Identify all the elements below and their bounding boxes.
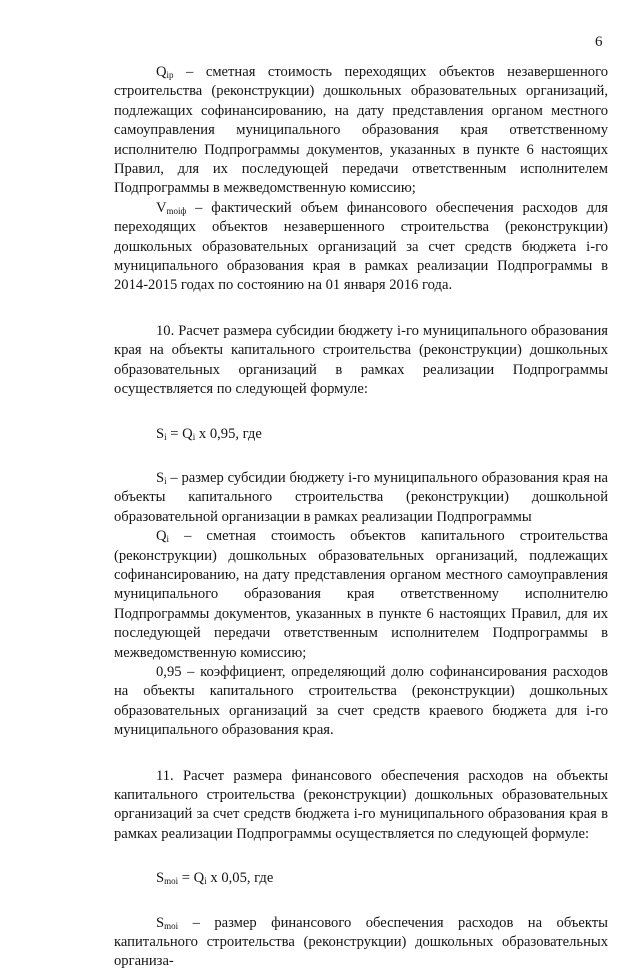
formula-rest: х 0,95, где [195, 425, 262, 442]
section-11-paragraph: 11. Расчет размера финансового обеспечения расходов на объекты капитального строительства (реконструкции) дошкольных образовательных организаций за счет средств бюджета i-го муниципального образования края в рамках реализации Подпрограммы осуществляется по следующей формуле: [114, 767, 608, 842]
formula-rest: х 0,05, где [206, 870, 274, 887]
symbol-q: Q [156, 528, 167, 545]
definition-coefficient: 0,95 – коэффициент, определяющий долю софинансирования расходов на объекты капитального строительства (реконструкции) дошкольных образовательных организаций за счет средств краевого бюджета для i-го муниципального образования края. [114, 663, 608, 739]
formula-financing [114, 869, 608, 888]
subscript-i: i [164, 475, 167, 486]
symbol-v: V [156, 199, 167, 216]
formula-mid-subscript: i [204, 876, 207, 887]
document-body [114, 63, 608, 972]
subscript-i: i [166, 534, 170, 545]
formula-mid: = Q [178, 870, 205, 887]
definition-q-ip [114, 63, 608, 199]
subscript-moi: moi [164, 920, 179, 931]
page-number: 6 [595, 34, 603, 50]
formula-lhs-subscript: moi [164, 876, 179, 887]
symbol-s: S [156, 914, 165, 931]
symbol-q: Q [156, 64, 167, 80]
formula-lhs: S [156, 870, 165, 887]
formula-mid-subscript: i [192, 431, 196, 442]
definition-text: – размер субсидии бюджету i-го муниципального образования края на объекты капитального строительства (реконструкции) дошкольной образовательной организации в рамках реализации Подпрограммы [114, 469, 608, 525]
definition-text: – сметная стоимость объектов капитального строительства (реконструкции) дошкольных образовательных организаций, подлежащих софинансированию, на дату представления органом местного самоуправления муниципального образования края ответственному исполнителю Подпрограммы документов, указанных в пункте 6 настоящих Правил, для их последующей передачи ответственным исполнителем Подпрограммы в межведомственную комиссию; [114, 528, 608, 661]
formula-subsidy [114, 425, 608, 444]
subscript-moif: moiф [166, 205, 187, 216]
definition-text: – размер финансового обеспечения расходов на объекты капитального строительства (реконструкции) дошкольных образовательных организа- [114, 914, 608, 970]
section-10-paragraph: 10. Расчет размера субсидии бюджету i-го муниципального образования края на объекты капитального строительства (реконструкции) дошкольных образовательных организаций в рамках реализации Подпрограммы осуществляется по следующей формуле: [114, 322, 608, 398]
definition-text: – фактический объем финансового обеспечения расходов для переходящих объектов незавершенного строительства (реконструкции) дошкольных образовательных организаций за счет средств бюджета i-го муниципального образования края в рамках реализации Подпрограммы в 2014-2015 годах по состоянию на 01 января 2016 года. [114, 199, 608, 294]
definition-v-moif [114, 199, 608, 296]
formula-mid: = Q [166, 425, 193, 442]
subscript-ip: ip [166, 70, 174, 80]
formula-lhs: S [156, 425, 165, 442]
symbol-s: S [156, 469, 165, 486]
definition-q-i [114, 527, 608, 663]
definition-s-i [114, 469, 608, 527]
definition-s-moi [114, 914, 608, 972]
definition-text: – сметная стоимость переходящих объектов незавершенного строительства (реконструкции) дошкольных образовательных организаций, подлежащих софинансированию, на дату представления органом местного самоуправления муниципального образования края ответственному исполнителю Подпрограммы документов, указанных в пункте 6 настоящих Правил, для их последующей передачи ответственным исполнителем Подпрограммы в межведомственную комиссию; [114, 64, 608, 197]
formula-lhs-subscript: i [164, 431, 167, 442]
